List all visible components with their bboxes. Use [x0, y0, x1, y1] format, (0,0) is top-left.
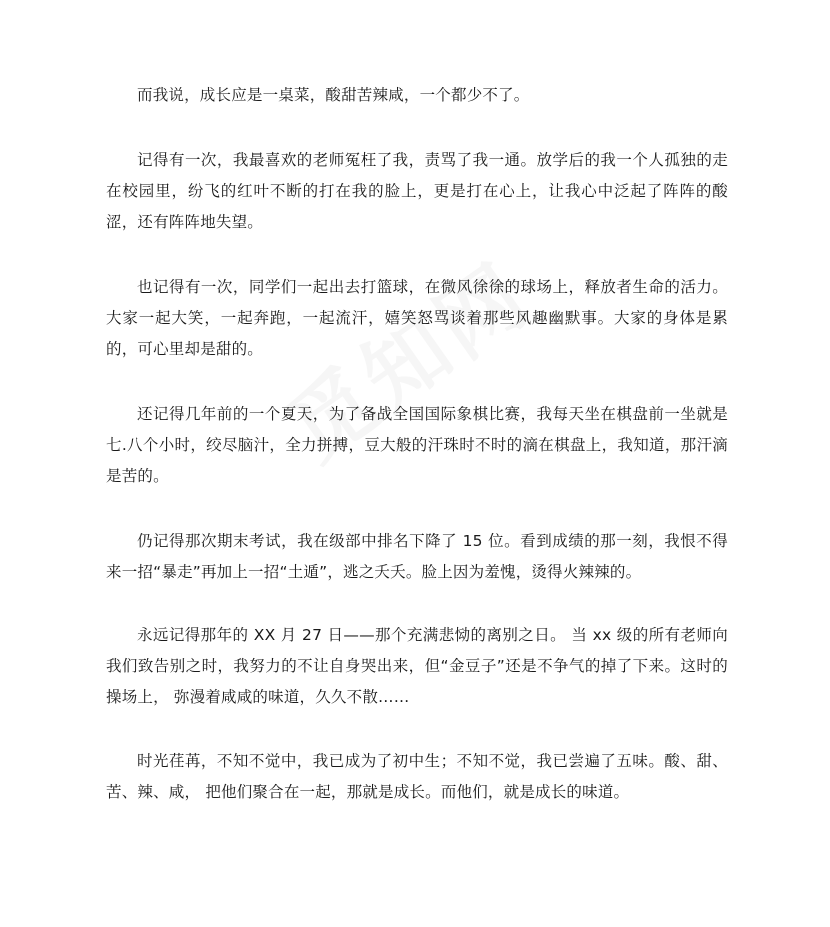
paragraph-5: 仍记得那次期末考试，我在级部中排名下降了 15 位。看到成绩的那一刻，我恨不得来一招“暴走”再加上一招“土遁”，逃之夭夭。脸上因为羞愧，烫得火辣辣的。 — [106, 532, 728, 581]
paragraph-6: 永远记得那年的 XX 月 27 日——那个充满悲恸的离别之日。 当 xx 级的所有老师向我们致告别之时，我努力的不让自身哭出来，但“金豆子”还是不争气的掉了下来。这时的操场上， 弥漫着咸咸的味道，久久不散…… — [106, 626, 728, 706]
paragraph-4: 还记得几年前的一个夏天，为了备战全国国际象棋比赛，我每天坐在棋盘前一坐就是七.八个小时，绞尽脑汁，全力拼搏，豆大般的汗珠时不时的滴在棋盘上，我知道，那汗滴是苦的。 — [106, 405, 728, 485]
paragraph-2: 记得有一次，我最喜欢的老师冤枉了我，责骂了我一通。放学后的我一个人孤独的走在校园里，纷飞的红叶不断的打在我的脸上，更是打在心上，让我心中泛起了阵阵的酸涩，还有阵阵地失望。 — [106, 151, 728, 231]
paragraph-3: 也记得有一次，同学们一起出去打篮球，在微风徐徐的球场上，释放者生命的活力。大家一起大笑，一起奔跑，一起流汗，嬉笑怒骂谈着那些风趣幽默事。大家的身体是累的，可心里却是甜的。 — [106, 278, 728, 358]
paragraph-1: 而我说，成长应是一桌菜，酸甜苦辣咸，一个都少不了。 — [137, 86, 530, 104]
paragraph-7: 时光荏苒，不知不觉中，我已成为了初中生；不知不觉，我已尝遍了五味。酸、甜、苦、辣、咸， 把他们聚合在一起，那就是成长。而他们，就是成长的味道。 — [106, 752, 728, 801]
